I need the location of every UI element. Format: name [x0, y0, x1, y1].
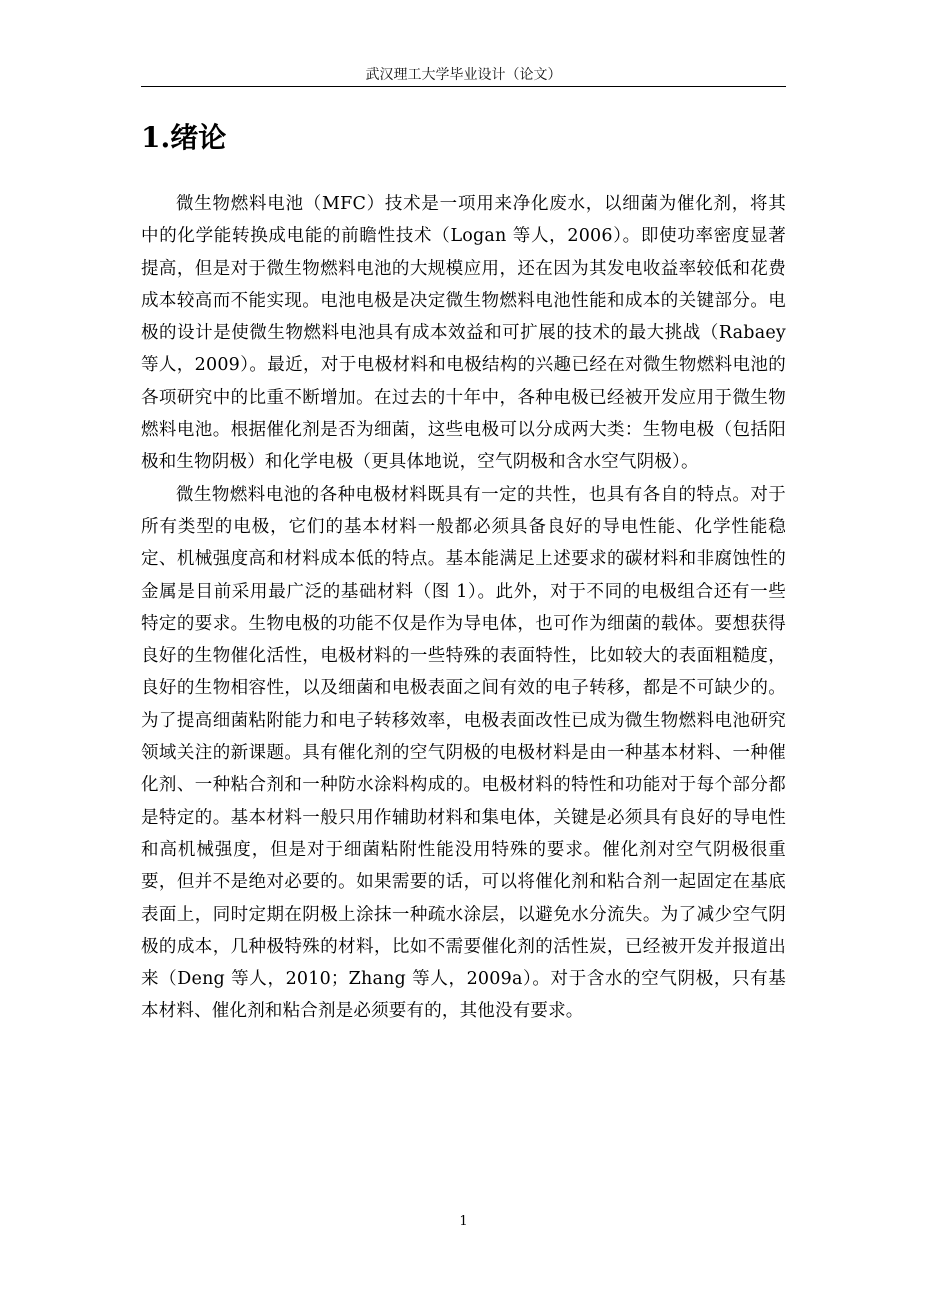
chapter-title: 1.绪论: [141, 121, 227, 154]
body-text: [141, 188, 786, 1028]
header-rule: [141, 86, 786, 87]
running-header: 武汉理工大学毕业设计（论文）: [365, 67, 562, 83]
page-number: 1: [459, 1214, 468, 1229]
paragraph-electrode-materials: 微生物燃料电池的各种电极材料既具有一定的共性，也具有各自的特点。对于所有类型的电极，它们的基本材料一般都必须具备良好的导电性能、化学性能稳定、机械强度高和材料成本低的特点。基本能满足上述要求的碳材料和非腐蚀性的金属是目前采用最广泛的基础材料（图 1）。此外，对于不同的电极组合还有一些特定的要求。生物电极的功能不仅是作为导电体，也可作为细菌的载体。要想获得良好的生物催化活性，电极材料的一些特殊的表面特性，比如较大的表面粗糙度，良好的生物相容性，以及细菌和电极表面之间有效的电子转移，都是不可缺少的。为了提高细菌粘附能力和电子转移效率，电极表面改性已成为微生物燃料电池研究领域关注的新课题。具有催化剂的空气阴极的电极材料是由一种基本材料、一种催化剂、一种粘合剂和一种防水涂料构成的。电极材料的特性和功能对于每个部分都是特定的。基本材料一般只用作辅助材料和集电体，关键是必须具有良好的导电性和高机械强度，但是对于细菌粘附性能没用特殊的要求。催化剂对空气阴极很重要，但并不是绝对必要的。如果需要的话，可以将催化剂和粘合剂一起固定在基底表面上，同时定期在阴极上涂抹一种疏水涂层，以避免水分流失。为了减少空气阴极的成本，几种极特殊的材料，比如不需要催化剂的活性炭，已经被开发并报道出来（Deng 等人，2010；Zhang 等人，2009a）。对于含水的空气阴极，只有基本材料、催化剂和粘合剂是必须要有的，其他没有要求。: [141, 484, 786, 1022]
paragraph-intro: 微生物燃料电池（MFC）技术是一项用来净化废水，以细菌为催化剂，将其中的化学能转换成电能的前瞻性技术（Logan 等人，2006）。即使功率密度显著提高，但是对于微生物燃料电池的大规模应用，还在因为其发电收益率较低和花费成本较高而不能实现。电池电极是决定微生物燃料电池性能和成本的关键部分。电极的设计是使微生物燃料电池具有成本效益和可扩展的技术的最大挑战（Rabaey 等人，2009）。最近，对于电极材料和电极结构的兴趣已经在对微生物燃料电池的各项研究中的比重不断增加。在过去的十年中，各种电极已经被开发应用于微生物燃料电池。根据催化剂是否为细菌，这些电极可以分成两大类：生物电极（包括阳极和生物阴极）和化学电极（更具体地说，空气阴极和含水空气阴极）。: [141, 194, 786, 473]
